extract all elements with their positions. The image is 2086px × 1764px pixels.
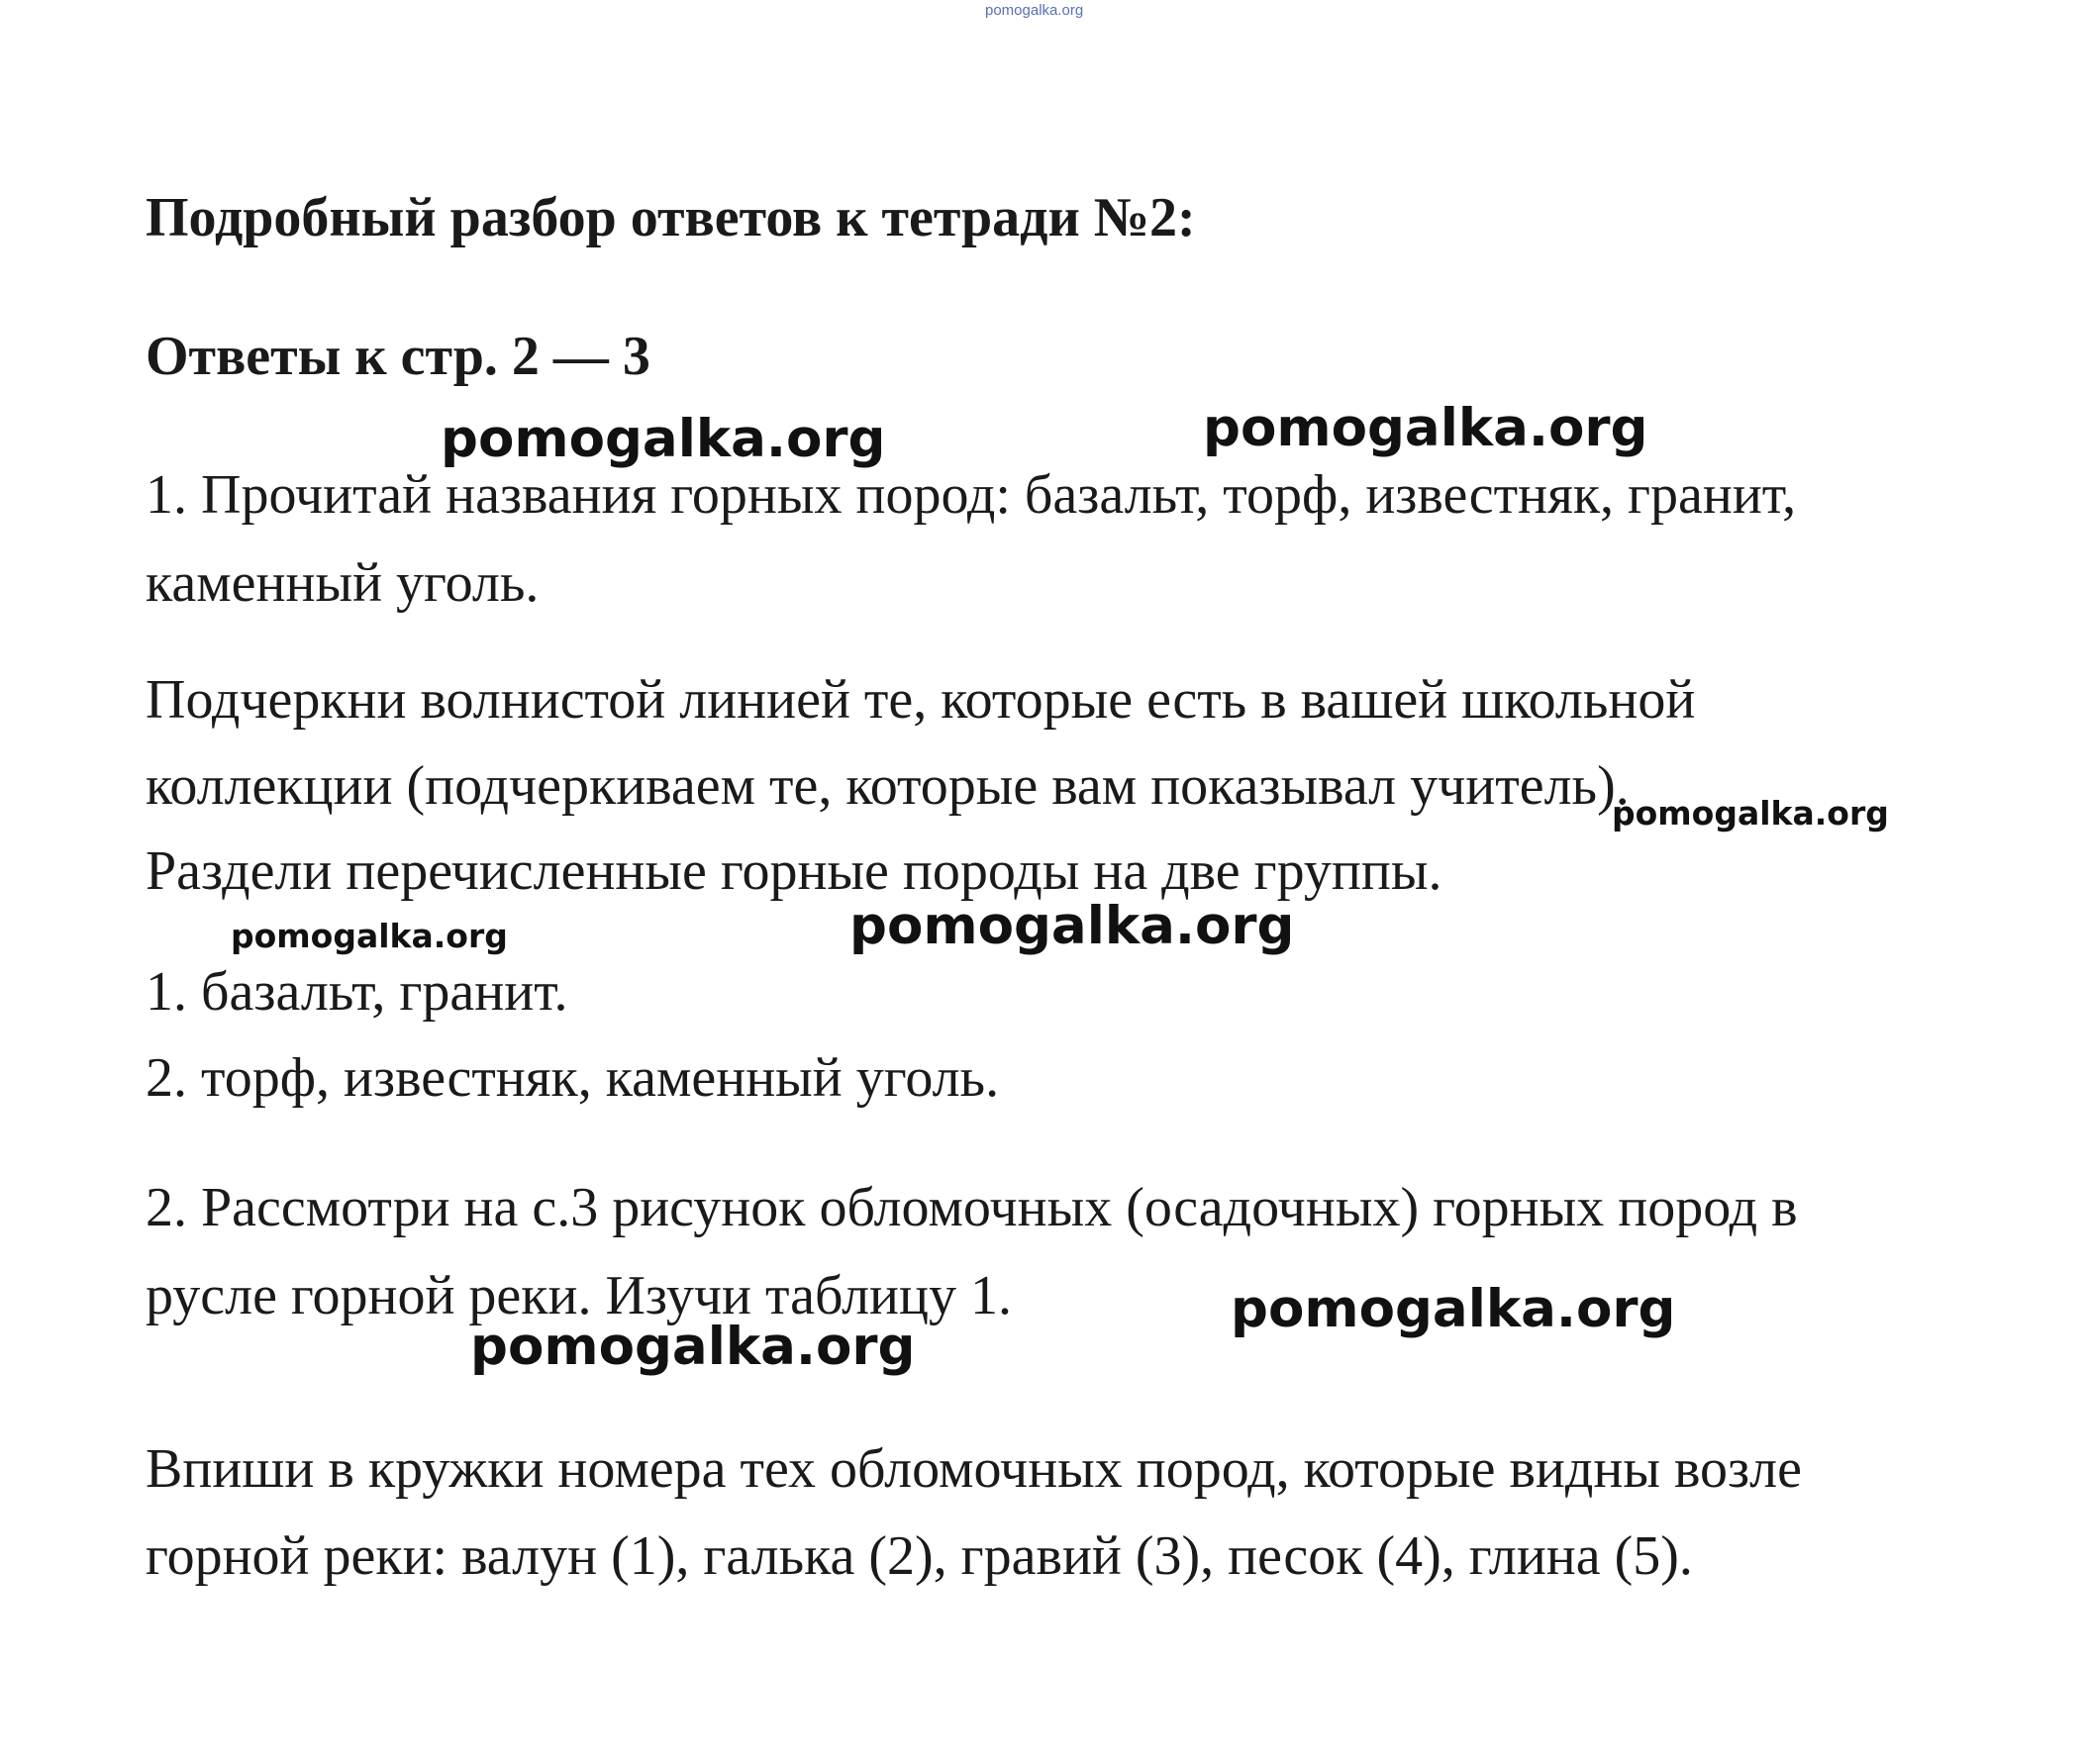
watermark: pomogalka.org bbox=[231, 917, 508, 955]
watermark: pomogalka.org bbox=[470, 1317, 916, 1377]
task1-text-line1: 1. Прочитай названия горных пород: базальт, торф, известняк, гранит, bbox=[146, 464, 1797, 526]
task1-answer-group2: 2. торф, известняк, каменный уголь. bbox=[146, 1047, 1000, 1109]
watermark: pomogalka.org bbox=[1203, 398, 1648, 458]
task1-text-line3: Подчеркни волнистой линией те, которые есть в вашей школьной bbox=[146, 669, 1696, 731]
task1-text-line2: каменный уголь. bbox=[146, 552, 540, 614]
task2-text-line3: Впиши в кружки номера тех обломочных пород, которые видны возле bbox=[146, 1438, 1802, 1500]
task1-text-line5: Раздели перечисленные горные породы на две группы. bbox=[146, 840, 1442, 902]
watermark: pomogalka.org bbox=[1231, 1279, 1676, 1339]
section-heading: Ответы к стр. 2 — 3 bbox=[146, 326, 650, 387]
task1-answer-group1: 1. базальт, гранит. bbox=[146, 961, 568, 1023]
watermark: pomogalka.org bbox=[441, 409, 886, 469]
task2-text-line1: 2. Рассмотри на с.3 рисунок обломочных (осадочных) горных пород в bbox=[146, 1177, 1798, 1238]
top-watermark-link: pomogalka.org bbox=[985, 2, 1084, 19]
watermark: pomogalka.org bbox=[849, 896, 1295, 956]
task1-text-line4: коллекции (подчеркиваем те, которые вам показывал учитель). bbox=[146, 755, 1630, 817]
page-title: Подробный разбор ответов к тетради №2: bbox=[146, 187, 1196, 248]
task2-text-line2: русле горной реки. Изучи таблицу 1. bbox=[146, 1265, 1012, 1326]
watermark: pomogalka.org bbox=[1612, 794, 1889, 833]
task2-text-line4: горной реки: валун (1), галька (2), гравий (3), песок (4), глина (5). bbox=[146, 1525, 1693, 1587]
